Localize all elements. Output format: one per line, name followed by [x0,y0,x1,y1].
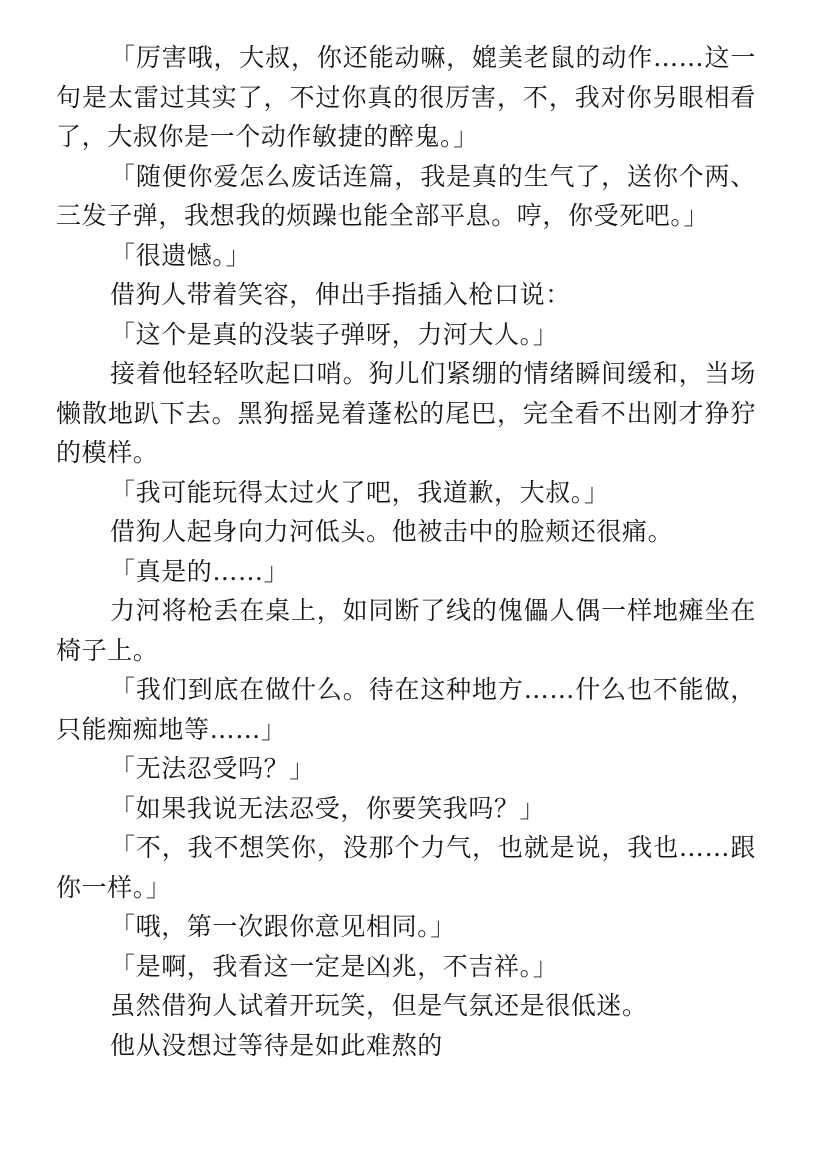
paragraph: 「我们到底在做什么。待在这种地方……什么也不能做，只能痴痴地等……」 [56,675,756,744]
paragraph: 力河将枪丢在桌上，如同断了线的傀儡人偶一样地瘫坐在椅子上。 [56,596,756,665]
paragraph: 「我可能玩得太过火了吧，我道歉，大叔。」 [110,477,610,507]
paragraph: 「厉害哦，大叔，你还能动嘛，媲美老鼠的动作……这一句是太雷过其实了，不过你真的很厉害，不，我对你另眼相看了，大叔你是一个动作敏捷的醉鬼。」 [56,43,756,151]
paragraph: 「随便你爱怎么废话连篇，我是真的生气了，送你个两、三发子弹，我想我的烦躁也能全部平息。哼，你受死吧。」 [56,161,756,230]
paragraph: 借狗人起身向力河低头。他被击中的脸颊还很痛。 [110,517,674,546]
paragraph: 「如果我说无法忍受，你要笑我吗？」 [110,793,546,823]
paragraph: 「这个是真的没装子弹呀，力河大人。」 [110,319,559,349]
document-page [56,38,756,1065]
paragraph: 「哦，第一次跟你意见相同。」 [110,912,456,941]
paragraph: 虽然借狗人试着开玩笑，但是气氛还是很低迷。 [110,991,648,1020]
paragraph: 「真是的……」 [110,556,290,586]
paragraph: 「是啊，我看这一定是凶兆，不吉祥。」 [110,951,559,981]
paragraph: 借狗人带着笑容，伸出手指插入枪口说： [110,280,571,309]
paragraph: 接着他轻轻吹起口哨。狗儿们紧绷的情绪瞬间缓和，当场懒散地趴下去。黑狗摇晃着蓬松的尾巴，完全看不出刚才狰狞的模样。 [56,359,756,467]
paragraph: 「无法忍受吗？」 [110,754,315,783]
paragraph: 「很遗憾。」 [110,240,252,270]
paragraph: 他从没想过等待是如此难熬的 [110,1030,443,1060]
paragraph: 「不，我不想笑你，没那个力气，也就是说，我也……跟你一样。」 [56,833,756,902]
